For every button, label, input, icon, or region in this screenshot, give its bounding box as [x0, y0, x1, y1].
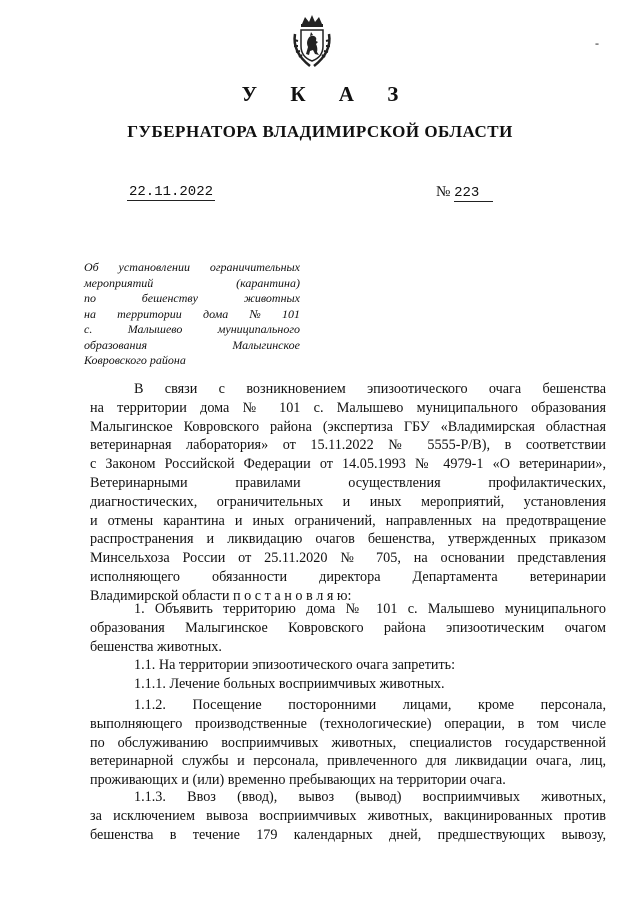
item-1-1-2: [90, 696, 606, 790]
preamble-paragraph: [90, 380, 606, 606]
body-line: бешенства животных.: [90, 638, 222, 655]
item-1: [90, 600, 606, 656]
number-label: №: [436, 184, 451, 200]
body-line: 1. Объявить территорию дома № 101 с. Малышево муниципального: [134, 601, 606, 617]
body-line: Минсельхоза России от 25.11.2020 № 705, на основании представления: [90, 550, 606, 567]
subject-line: с. Малышево муниципального: [84, 322, 300, 336]
body-line: с Законом Российской Федерации от 14.05.1993 № 4979-1 «О ветеринарии»,: [90, 456, 606, 473]
body-line: 1.1.3. Ввоз (ввод), вывоз (вывод) восприимчивых животных,: [134, 789, 606, 805]
body-line: выполняющего производственные (технологические) операции, в том числе: [90, 715, 606, 732]
body-line: за исключением вывоза восприимчивых животных, вакцинированных против: [90, 807, 606, 824]
subject-line: на территории дома № 101: [84, 306, 300, 321]
corner-mark: -: [595, 36, 599, 50]
body-line: и отмены карантина и иных ограничений, направленных на предотвращение: [90, 512, 606, 529]
subject-line: мероприятий (карантина): [84, 275, 300, 290]
item-1-1: [90, 656, 606, 694]
body-line: диагностических, ограничительных и иных мероприятий, установления: [90, 493, 606, 510]
body-line: исполняющего обязанности директора Департамента ветеринарии: [90, 568, 606, 585]
item-1-1-3: [90, 788, 606, 844]
subject-line: по бешенству животных: [84, 291, 300, 305]
body-line: бешенства в течение 179 календарных дней, предшествующих вывозу,: [90, 826, 606, 843]
subject-line: Ковровского района: [84, 353, 186, 367]
body-line: по обслуживанию восприимчивых животных, специалистов государственной: [90, 734, 606, 751]
subject-line: Об установлении ограничительных: [84, 260, 300, 274]
body-line: Ветеринарными правилами осуществления профилактических,: [90, 474, 606, 491]
vladimir-coat-of-arms-icon: [290, 14, 334, 70]
decree-title: У К А З: [241, 82, 413, 106]
body-line: ветеринарная лаборатория» от 15.11.2022 № 5555-Р/В), в соответствии: [90, 437, 606, 454]
decree-date: 22.11.2022: [129, 184, 214, 200]
issuer-title: ГУБЕРНАТОРА ВЛАДИМИРСКОЙ ОБЛАСТИ: [127, 122, 513, 141]
body-line: на территории дома № 101 с. Малышево муниципального образования: [90, 399, 606, 416]
subject-line: образования Малыгинское: [84, 337, 300, 352]
body-line: распространения и ликвидацию очагов бешенства, утвержденных приказом: [90, 531, 606, 548]
body-line: Малыгинское Ковровского района (экспертиза ГБУ «Владимирская областная: [90, 418, 606, 435]
body-line: 1.1.1. Лечение больных восприимчивых животных.: [134, 675, 445, 692]
body-line: образования Малыгинское Ковровского района эпизоотическим очагом: [90, 619, 606, 636]
body-line: 1.1.2. Посещение посторонними лицами, кроме персонала,: [134, 697, 606, 713]
number-value: 223: [454, 185, 493, 202]
decree-subject: [84, 260, 300, 369]
body-line: В связи с возникновением эпизоотического очага бешенства: [134, 381, 606, 397]
body-line: проживающих и (или) временно пребывающих на территории очага.: [90, 772, 506, 789]
body-line: 1.1. На территории эпизоотического очага запретить:: [134, 657, 456, 673]
decree-number: [436, 184, 493, 201]
body-line: Владимирской области п о с т а н о в л я ю:: [90, 587, 352, 604]
body-line: ветеринарной службы и персонала, привлеченного для ликвидации очага, лиц,: [90, 753, 606, 770]
